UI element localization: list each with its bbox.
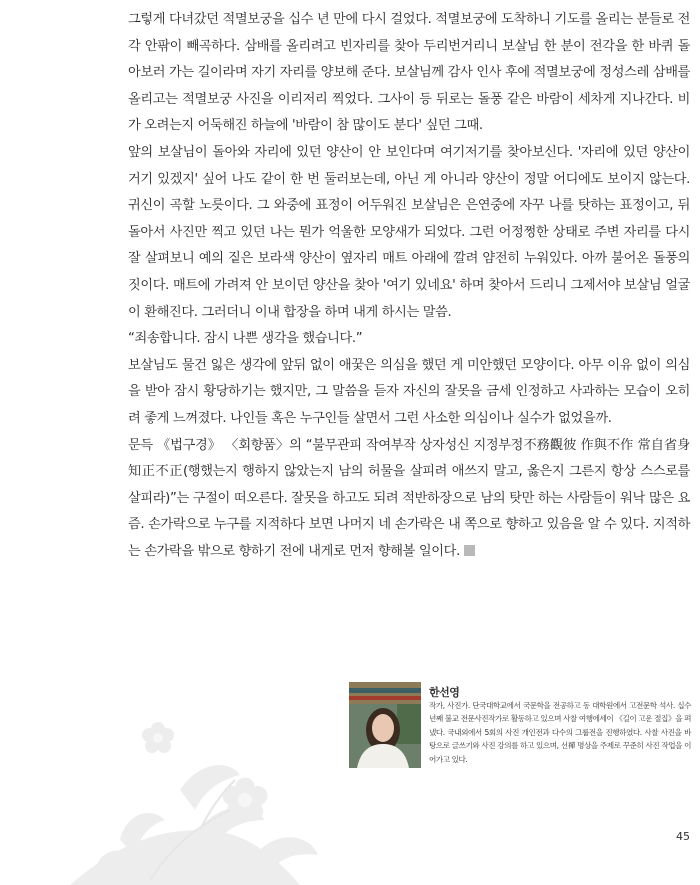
paragraph-last bbox=[128, 433, 690, 566]
floral-decoration bbox=[0, 680, 330, 885]
flower-icon bbox=[142, 722, 174, 753]
author-bio: 작가, 사진가. 단국대학교에서 국문학을 전공하고 동 대학원에서 고전문학 석사. 십수 년째 불교 전문사진작가로 활동하고 있으며 사찰 여행에세이 《길이 고운 절집》을 펴냈다. 국내외에서 5회의 사진 개인전과 다수의 그룹전을 진행하였다. 사찰 사진을 바탕으로 글쓰기와 사진 강의를 하고 있으며, 선禪 명상을 주제로 꾸준히 사진 작업을 이어가고 있다. bbox=[429, 701, 691, 764]
article-body bbox=[128, 7, 690, 565]
author-name: 한선영 bbox=[429, 686, 460, 699]
paragraph: 그렇게 다녀갔던 적멸보궁을 십수 년 만에 다시 걸었다. 적멸보궁에 도착하니 기도를 올리는 분들로 전각 안팎이 빼곡하다. 삼배를 올리려고 빈자리를 찾아 두리번거리니 보살님 한 분이 전각을 한 바퀴 돌아보러 가는 길이라며 자기 자리를 양보해 준다. 보살님께 감사 인사 후에 적멸보궁에 정성스레 삼배를 올리고는 적멸보궁 사진을 이리저리 찍었다. 그사이 등 뒤로는 돌풍 같은 바람이 세차게 지나간다. 비가 오려는지 어둑해진 하늘에 '바람이 참 많이도 분다' 싶던 그때. bbox=[128, 12, 690, 134]
paragraph-text: 문득 《법구경》 〈회향품〉의 “불무관피 작여부작 상자성신 지정부정不務觀彼 作與不作 常自省身 知正不正(행했는지 행하지 않았는지 남의 허물을 살피려 애쓰지 말고, 옳은지 그른지 항상 스스로를 살피라)”는 구절이 떠오른다. 잘못을 하고도 되려 적반하장으로 남의 탓만 하는 사람들이 워낙 많은 요즘. 손가락으로 누구를 지적하다 보면 나머지 네 손가락은 내 쪽으로 향하고 있음을 알 수 있다. 지적하는 손가락을 밖으로 향하기 전에 내게로 먼저 향해볼 일이다. bbox=[128, 437, 691, 559]
author-box bbox=[349, 682, 691, 768]
end-mark-icon bbox=[464, 545, 475, 556]
paragraph: 앞의 보살님이 돌아와 자리에 있던 양산이 안 보인다며 여기저기를 찾아보신다. '자리에 있던 양산이 거기 있겠지' 싶어 나도 같이 한 번 둘러보는데, 아닌 게 아니라 양산이 정말 어디에도 보이지 않는다. 귀신이 곡할 노릇이다. 그 와중에 표정이 어두워진 보살님은 은연중에 자꾸 나를 탓하는 표정이고, 뒤돌아서 사진만 찍고 있던 나는 뭔가 억울한 모양새가 되었다. 그런 어정쩡한 상태로 주변 자리를 다시 잘 살펴보니 예의 짙은 보라색 양산이 옆자리 매트 아래에 깔려 얌전히 누워있다. 아까 불어온 돌풍의 짓이다. 매트에 가려져 안 보이던 양산을 찾아 '여기 있네요' 하며 찾아서 드리니 그제서야 보살님 얼굴이 환해진다. 그러더니 이내 합장을 하며 내게 하시는 말씀. bbox=[128, 144, 690, 320]
author-photo bbox=[349, 682, 421, 768]
paragraph: 보살님도 물건 잃은 생각에 앞뒤 없이 애꿎은 의심을 했던 게 미안했던 모양이다. 아무 이유 없이 의심을 받아 잠시 황당하기는 했지만, 그 말씀을 듣자 자신의 잘못을 금세 인정하고 사과하는 모습이 오히려 좋게 느껴졌다. 나인들 혹은 누구인들 살면서 그런 사소한 의심이나 실수가 없었을까. bbox=[128, 357, 690, 426]
quote-paragraph: “죄송합니다. 잠시 나쁜 생각을 했습니다.” bbox=[128, 331, 363, 347]
page-number: 45 bbox=[676, 830, 690, 843]
